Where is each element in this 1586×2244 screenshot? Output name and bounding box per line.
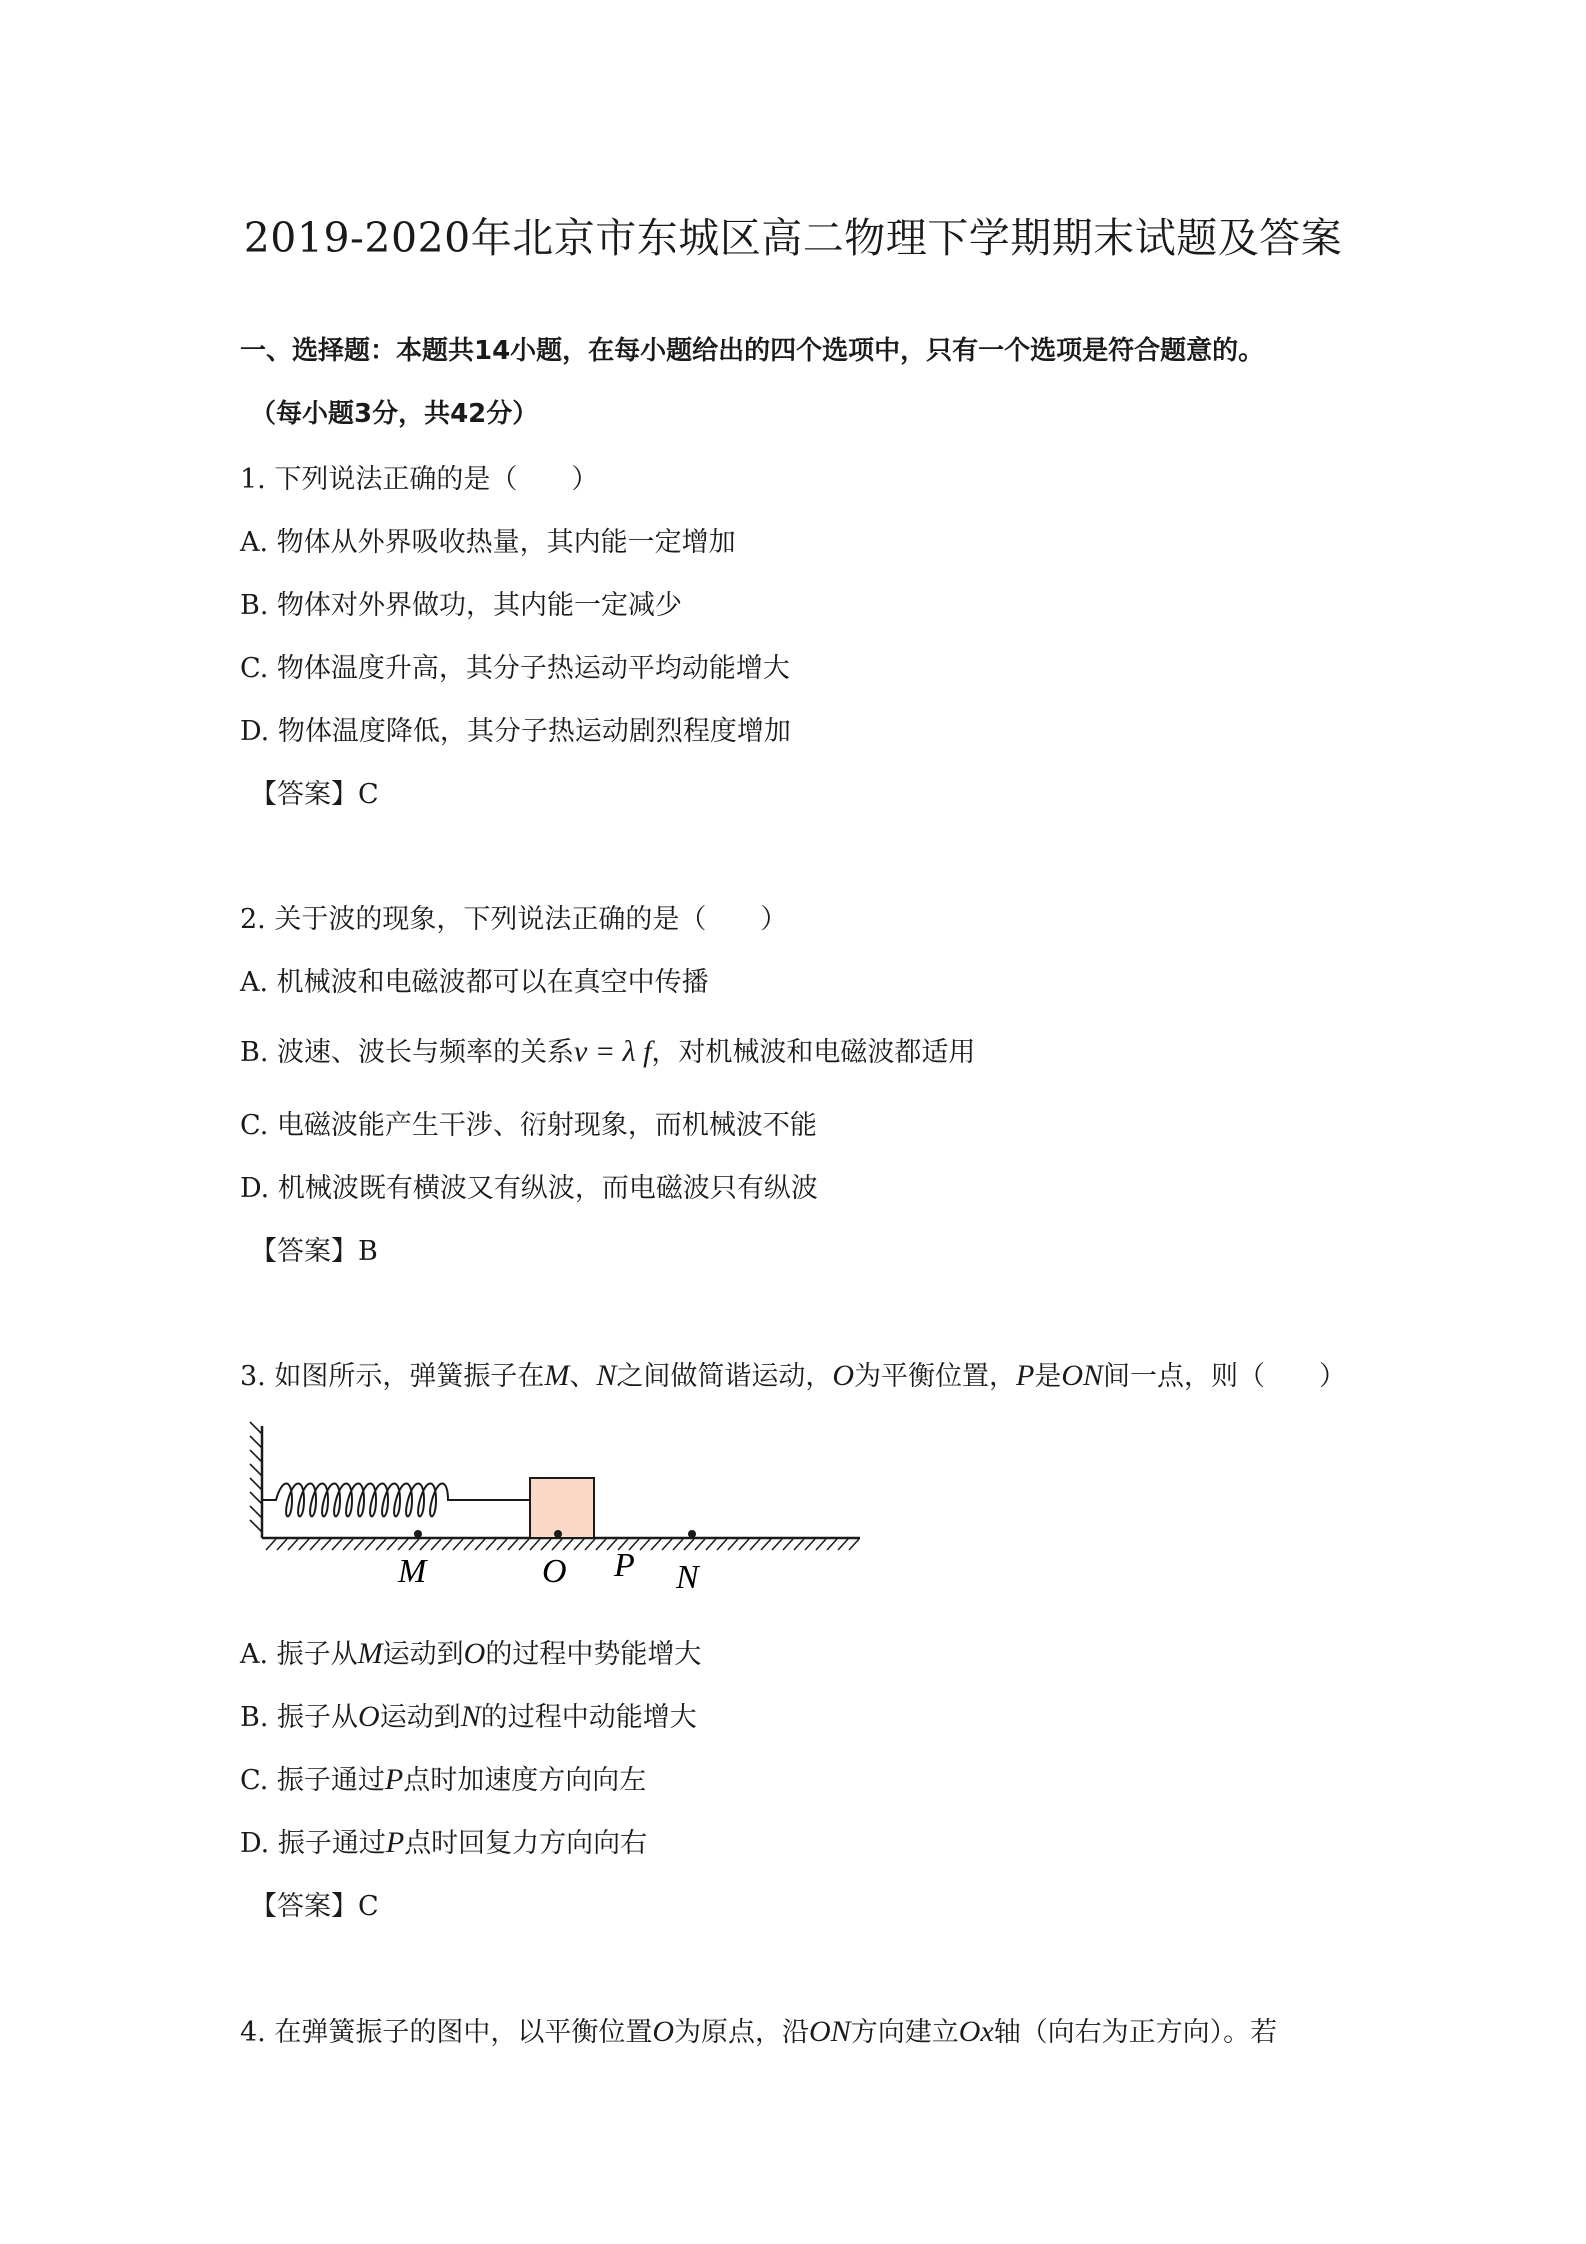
floor-hatch-line (387, 1539, 397, 1550)
option-text: 点时加速度方向向左 (403, 1765, 647, 1796)
point-m (414, 1530, 422, 1538)
q1-answer: 【答案】C (250, 779, 379, 810)
q3-stem-text: 3. 如图所示，弹簧振子在 (240, 1361, 545, 1392)
q2-stem: 2. 关于波的现象，下列说法正确的是（ ） (240, 904, 788, 935)
q4-stem-text: 方向建立 (850, 2017, 959, 2048)
q2-option-a: A. 机械波和电磁波都可以在真空中传播 (240, 967, 709, 998)
q2-option-c: C. 电磁波能产生干涉、衍射现象，而机械波不能 (240, 1110, 817, 1141)
floor-hatch-line (585, 1539, 595, 1550)
option-text: 的过程中势能增大 (485, 1639, 702, 1670)
q2-option-d: D. 机械波既有横波又有纵波，而电磁波只有纵波 (240, 1173, 818, 1204)
q4-stem-text: 为原点，沿 (674, 2017, 810, 2048)
floor-hatch-line (684, 1539, 694, 1550)
floor-hatch-line (849, 1539, 859, 1550)
floor-hatch-line (838, 1539, 848, 1550)
q3-stem-text: 为平衡位置， (854, 1361, 1017, 1392)
floor-hatch-line (464, 1539, 474, 1550)
floor-hatch-line (783, 1539, 793, 1550)
floor-hatch-line (563, 1539, 573, 1550)
var-p: P (384, 1763, 404, 1796)
floor-hatch-line (794, 1539, 804, 1550)
floor-hatch-line (299, 1539, 309, 1550)
separator: 、 (569, 1361, 597, 1392)
floor-hatch-line (728, 1539, 738, 1550)
var-o: O (652, 2015, 675, 2048)
option-text: 点时回复力方向向右 (404, 1828, 648, 1859)
q3-answer: 【答案】C (250, 1891, 379, 1922)
floor-hatch-line (475, 1539, 485, 1550)
oscillator-block (530, 1478, 594, 1538)
floor-hatch-line (640, 1539, 650, 1550)
floor-hatch-line (453, 1539, 463, 1550)
floor-hatch-line (486, 1539, 496, 1550)
option-text: A. 振子从 (240, 1639, 358, 1670)
spring-oscillator-figure (240, 1420, 880, 1600)
option-text: 运动到 (382, 1639, 464, 1670)
q4-stem (240, 2010, 1277, 2049)
floor-hatch-line (519, 1539, 529, 1550)
var-m: M (357, 1637, 383, 1670)
floor-hatch-line (552, 1539, 562, 1550)
floor-hatch-line (332, 1539, 342, 1550)
floor-hatch-line (706, 1539, 716, 1550)
wave-formula: v = λ f (574, 1035, 652, 1068)
option-text: D. 振子通过 (240, 1828, 386, 1859)
q1-option-d: D. 物体温度降低，其分子热运动剧烈程度增加 (240, 716, 791, 747)
q2-option-b (240, 1030, 975, 1069)
var-o: O (358, 1700, 380, 1733)
var-m: M (544, 1359, 570, 1392)
var-o: O (832, 1359, 855, 1392)
label-m: M (398, 1553, 427, 1590)
section-heading: 一、选择题：本题共14小题，在每小题给出的四个选项中，只有一个选项是符合题意的。 (240, 336, 1265, 366)
label-o: O (542, 1553, 567, 1590)
q1-stem: 1. 下列说法正确的是（ ） (240, 464, 599, 495)
q3-stem-text: 之间做简谐运动， (616, 1361, 833, 1392)
var-n: N (596, 1359, 617, 1392)
option-text: 的过程中动能增大 (480, 1702, 697, 1733)
wall (250, 1422, 262, 1538)
floor-hatch-line (761, 1539, 771, 1550)
floor-hatch-line (651, 1539, 661, 1550)
var-n: N (460, 1700, 481, 1733)
var-ox: Ox (958, 2015, 994, 2048)
floor-hatch-line (365, 1539, 375, 1550)
floor-hatch-line (442, 1539, 452, 1550)
q3-option-c (240, 1758, 646, 1797)
q2-answer: 【答案】B (250, 1236, 378, 1267)
point-o (554, 1530, 562, 1538)
q2-option-b-text: B. 波速、波长与频率的关系 (240, 1037, 575, 1068)
var-o: O (463, 1637, 486, 1670)
floor-hatch-line (662, 1539, 672, 1550)
floor-hatch-line (772, 1539, 782, 1550)
q1-option-c: C. 物体温度升高，其分子热运动平均动能增大 (240, 653, 790, 684)
floor-hatch-line (805, 1539, 815, 1550)
q4-stem-text: 轴（向右为正方向）。若 (993, 2017, 1278, 2048)
floor-hatch-line (266, 1539, 276, 1550)
floor-hatch-line (420, 1539, 430, 1550)
floor-hatch-line (673, 1539, 683, 1550)
q3-stem-text: 是 (1034, 1361, 1062, 1392)
section-note: （每小题3分，共42分） (250, 399, 539, 429)
q1-option-a: A. 物体从外界吸收热量，其内能一定增加 (240, 527, 736, 558)
floor (262, 1538, 860, 1550)
floor-hatch-line (750, 1539, 760, 1550)
floor-hatch-line (816, 1539, 826, 1550)
floor-hatch-line (343, 1539, 353, 1550)
q1-option-b: B. 物体对外界做功，其内能一定减少 (240, 590, 683, 621)
floor-hatch-line (310, 1539, 320, 1550)
floor-hatch-line (497, 1539, 507, 1550)
var-on: ON (1061, 1359, 1104, 1392)
var-p: P (1016, 1359, 1035, 1392)
floor-hatch-line (354, 1539, 364, 1550)
floor-hatch-line (574, 1539, 584, 1550)
floor-hatch-line (409, 1539, 419, 1550)
floor-hatch-line (277, 1539, 287, 1550)
var-on: ON (809, 2015, 851, 2048)
floor-hatch-line (376, 1539, 386, 1550)
floor-hatch-line (541, 1539, 551, 1550)
point-n (688, 1530, 696, 1538)
q3-stem-text: 间一点，则（ ） (1103, 1361, 1347, 1392)
floor-hatch-line (398, 1539, 408, 1550)
floor-hatch-line (717, 1539, 727, 1550)
floor-hatch-line (596, 1539, 606, 1550)
q3-option-d (240, 1821, 647, 1860)
var-p: P (385, 1826, 405, 1859)
floor-hatch-line (695, 1539, 705, 1550)
floor-hatch-line (431, 1539, 441, 1550)
option-text: 运动到 (379, 1702, 461, 1733)
q3-option-a (240, 1632, 701, 1671)
floor-hatch-line (508, 1539, 518, 1550)
q2-option-b-tail: ，对机械波和电磁波都适用 (651, 1037, 976, 1068)
floor-hatch-line (321, 1539, 331, 1550)
q3-option-b (240, 1695, 697, 1734)
floor-hatch-line (530, 1539, 540, 1550)
q4-stem-text: 4. 在弹簧振子的图中，以平衡位置 (240, 2017, 653, 2048)
floor-hatch-line (288, 1539, 298, 1550)
document-title: 2019-2020年北京市东城区高二物理下学期期末试题及答案 (243, 214, 1343, 262)
label-n: N (676, 1559, 699, 1596)
spring (262, 1484, 530, 1517)
option-text: B. 振子从 (240, 1702, 359, 1733)
floor-hatch-line (827, 1539, 837, 1550)
q3-stem (240, 1354, 1346, 1393)
floor-hatch-line (739, 1539, 749, 1550)
option-text: C. 振子通过 (240, 1765, 385, 1796)
label-p: P (614, 1547, 635, 1584)
